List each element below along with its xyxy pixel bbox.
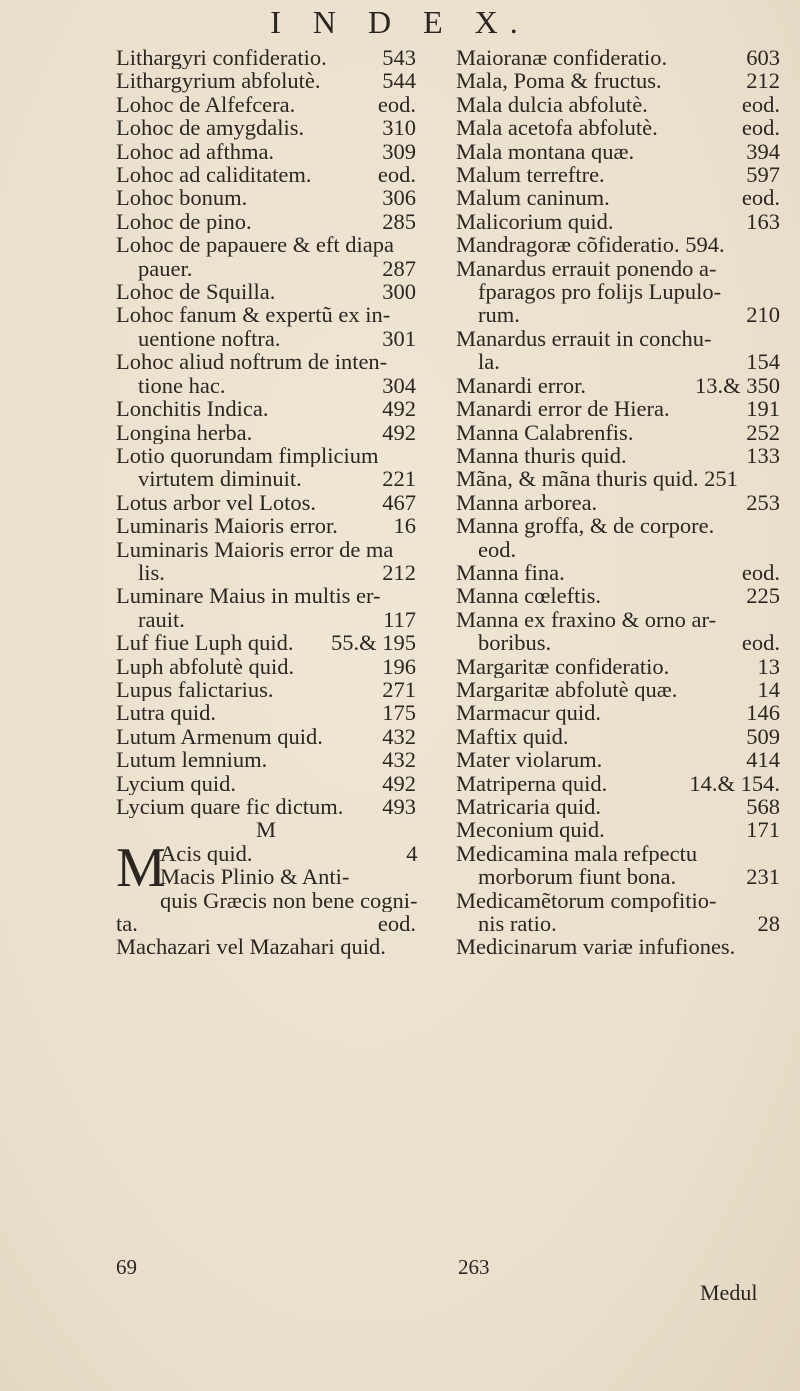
index-entry [116,69,416,92]
index-entry [456,374,780,397]
index-entry [116,210,416,233]
entry-page-ref: 212 [382,559,416,585]
entry-page-ref: 117 [383,606,416,632]
entry-page-ref: eod. [377,911,416,937]
right-footer-number: 263 [458,1255,490,1279]
entry-page-ref: 253 [746,489,780,515]
entry-text: Marmacur quid. [456,701,601,725]
entry-page-ref: 4 [406,840,418,866]
entry-text: Lohoc ad caliditatem. [116,163,312,187]
index-entry-continuation [456,538,780,561]
entry-page-ref: 28 [757,911,780,937]
entry-page-ref: 210 [746,302,780,328]
entry-text: Lohoc ad afthma. [116,139,275,164]
entry-text: Manna Calabrenfis. [456,420,634,444]
entry-page-ref: 285 [382,208,416,234]
index-entry [456,210,780,233]
index-entry [456,257,780,280]
index-entry [116,421,416,444]
entry-text: Luminare Maius in multis er- [116,584,381,608]
entry-text: Medicamẽtorum compofitio- [456,888,717,913]
entry-text: Medicamina mala refpectu [456,841,698,866]
entry-text: Margaritæ confideratio. [456,654,670,678]
entry-page-ref: 603 [746,45,780,70]
entry-page-ref: eod. [741,115,780,141]
entry-page-ref: 163 [746,208,780,234]
entry-page-ref: 492 [382,419,416,445]
entry-text: pauer. [138,255,193,281]
entry-text: Longina herba. [116,420,253,444]
entry-page-ref: 306 [382,185,416,211]
index-entry [456,444,780,467]
entry-page-ref: 414 [746,747,780,773]
entry-text: Medicinarum variæ infufiones. [456,935,736,959]
index-entry [116,397,416,420]
index-entry-continuation [116,327,416,350]
entry-text: Manna thuris quid. [456,443,627,468]
index-entry-continuation [456,865,780,888]
entry-text: Lutum lemnium. [116,748,268,772]
entry-page-ref: 14.& 154. [689,770,780,796]
index-entry-continuation [456,912,780,935]
entry-text: Machazari vel Mazahari quid. [116,935,386,959]
entry-page-ref: 432 [382,747,416,773]
entry-page-ref: 221 [382,466,416,492]
entry-text: Acis quid. [160,841,253,866]
entry-text: morborum fiunt bona. [478,864,677,890]
entry-page-ref: 467 [382,489,416,515]
entry-page-ref: 568 [746,794,780,819]
entry-text: Manna arborea. [456,490,598,515]
entry-text: Mala, Poma & fructus. [456,69,662,93]
index-entry [116,186,416,209]
index-entry-continuation [116,374,416,397]
index-entry [116,163,416,186]
index-entry [116,772,416,795]
index-entry-continuation [456,350,780,373]
entry-text: Mater violarum. [456,748,603,772]
left-column [116,46,416,959]
entry-page-ref: eod. [741,185,780,211]
entry-page-ref: 133 [746,442,780,468]
index-entry [116,795,416,818]
entry-page-ref: 301 [382,325,416,351]
index-entry [116,935,416,958]
index-entry-continuation [456,280,780,303]
entry-text: Margaritæ abfolutè quæ. [456,677,678,702]
index-entry [116,655,416,678]
index-entry [116,280,416,303]
index-entry [456,421,780,444]
entry-text: Luminaris Maioris error de ma [116,537,394,561]
index-entry [456,935,780,958]
entry-page-ref: eod. [377,91,416,117]
entry-page-ref: 252 [746,419,780,445]
index-entry [456,163,780,186]
entry-text: Manardi error de Hiera. [456,397,670,421]
entry-text: Mala dulcia abfolutè. [456,92,648,117]
index-entry [456,140,780,163]
index-entry [116,701,416,724]
index-entry [456,795,780,818]
index-entry-continuation [116,467,416,490]
entry-page-ref: 196 [382,653,416,679]
entry-text: Lohoc de amygdalis. [116,116,305,140]
entry-page-ref: 300 [382,279,416,305]
entry-text: Lutra quid. [116,701,216,725]
entry-page-ref: 271 [382,676,416,702]
index-entry [456,93,780,116]
entry-text: Lotus arbor vel Lotos. [116,490,316,515]
right-column [456,46,780,959]
dropcap-lines [160,842,417,912]
index-entry [116,631,416,654]
entry-text: Matricaria quid. [456,795,601,819]
index-entry [116,93,416,116]
entry-page-ref: 432 [382,723,416,749]
entry-page-ref: 171 [746,817,780,843]
entry-text: uentione noftra. [138,325,281,351]
index-entry [456,701,780,724]
index-entry [456,772,780,795]
entry-page-ref: eod. [377,162,416,188]
index-entry [456,46,780,69]
index-entry-continuation [116,257,416,280]
index-entry [456,116,780,139]
entry-page-ref: 304 [382,372,416,398]
entry-text: Lohoc aliud noftrum de inten- [116,350,388,374]
index-entry-continuation [456,631,780,654]
catchword: Medul [700,1280,758,1305]
index-entry [160,889,417,912]
index-entry [456,561,780,584]
index-entry [160,865,417,888]
index-entry [116,444,416,467]
entry-text: Mãna, & mãna thuris quid. 251 [456,467,738,491]
entry-page-ref: 493 [382,794,416,819]
entry-page-ref: 175 [382,700,416,726]
dropcap-letter: M [116,836,166,899]
index-entry [456,69,780,92]
entry-text: Lohoc bonum. [116,186,248,210]
entry-text: Malum caninum. [456,186,610,210]
entry-text: Matriperna quid. [456,771,608,795]
entry-text: Lonchitis Indica. [116,397,269,421]
entry-text: Mala montana quæ. [456,139,635,164]
entry-text: Lohoc fanum & expertũ ex in- [116,303,391,327]
index-entry [456,327,780,350]
index-entry [456,842,780,865]
entry-text: Maioranæ confideratio. [456,46,668,70]
entry-text: la. [478,349,500,375]
entry-text: virtutem diminuit. [138,466,302,492]
entry-text: quis Græcis non bene cogni- [160,888,418,913]
entry-text: Manardus errauit ponendo a- [456,256,717,281]
index-entry [116,303,416,326]
index-entry [456,748,780,771]
index-entry [456,889,780,912]
entry-text: Lithargyrium abfolutè. [116,69,321,93]
entry-text: Manna fina. [456,560,565,585]
index-entry [456,655,780,678]
index-entry [456,491,780,514]
entry-page-ref: 394 [746,138,780,164]
entry-text: Malum terreftre. [456,163,605,187]
index-entry [116,46,416,69]
index-entry [456,514,780,537]
entry-page-ref: 14 [757,676,780,702]
entry-text: eod. [478,536,517,562]
entry-text: Lithargyri confideratio. [116,46,327,70]
entry-page-ref: 13 [757,653,780,679]
entry-text: Manardi error. [456,373,586,398]
entry-text: nis ratio. [478,911,557,937]
index-entry-continuation [116,561,416,584]
index-entry [456,467,780,490]
index-entry [456,818,780,841]
entry-text: Lycium quid. [116,771,236,795]
entry-text: rauit. [138,606,185,632]
entry-page-ref: eod. [741,559,780,585]
entry-page-ref: 13.& 350 [694,372,780,398]
entry-page-ref: 225 [746,583,780,609]
dropcap-block [116,836,418,913]
signature-mark: 69 [116,1255,137,1279]
entry-page-ref: 309 [382,138,416,164]
entry-page-ref: 146 [746,700,780,726]
entry-text: Lohoc de papauere & eft diapa [116,233,394,257]
entry-page-ref: 231 [746,864,780,890]
entry-page-ref: 287 [382,255,416,281]
entry-text: Lutum Armenum quid. [116,724,323,749]
entry-page-ref: 310 [382,115,416,141]
entry-text: fparagos pro folijs Lupulo- [478,279,722,305]
entry-text: boribus. [478,630,552,656]
index-entry [116,514,416,537]
entry-text: lis. [138,559,165,585]
entry-text: Maftix quid. [456,724,569,749]
entry-text: Manna groffa, & de corpore. [456,514,715,538]
entry-text: Mala acetofa abfolutè. [456,116,658,140]
index-entry [456,725,780,748]
entry-text: Lohoc de pino. [116,209,252,234]
entry-page-ref: 212 [746,68,780,94]
entry-text: Lohoc de Squilla. [116,280,276,304]
entry-text: Manardus errauit in conchu- [456,326,712,351]
index-entry [456,397,780,420]
index-header: I N D E X. [270,4,530,40]
entry-text: ta. [116,912,138,936]
entry-page-ref: 509 [746,723,780,749]
entry-page-ref: eod. [741,630,780,656]
index-entry [116,350,416,373]
index-entry [116,678,416,701]
index-entry [456,584,780,607]
index-entry [456,678,780,701]
index-entry [456,608,780,631]
entry-text: Manna cœleftis. [456,584,601,608]
entry-page-ref: 154 [746,349,780,375]
entry-text: Luminaris Maioris error. [116,514,338,538]
entry-page-ref: 191 [746,396,780,422]
entry-text: Manna ex fraxino & orno ar- [456,607,717,632]
entry-page-ref: 55.& 195 [330,630,416,656]
index-entry [116,912,416,935]
index-entry [116,725,416,748]
entry-page-ref: 492 [382,770,416,796]
entry-page-ref: 16 [393,513,416,539]
index-entry [116,748,416,771]
entry-text: Mandragoræ cõfideratio. 594. [456,233,725,257]
index-entry-continuation [456,303,780,326]
index-entry [116,538,416,561]
entry-text: Lupus falictarius. [116,677,274,702]
index-entry [116,140,416,163]
index-entry [456,233,780,256]
entry-page-ref: eod. [741,91,780,117]
entry-text: Macis Plinio & Anti- [160,865,350,889]
entry-text: Luf fiue Luph quid. [116,631,294,655]
entry-text: tione hac. [138,372,226,398]
entry-text: Luph abfolutè quid. [116,654,295,678]
entry-page-ref: 597 [746,162,780,188]
entry-text: Lohoc de Alfefcera. [116,92,296,117]
entry-text: Meconium quid. [456,818,605,842]
entry-text: Lycium quare fic dictum. [116,795,344,819]
index-entry-continuation [116,608,416,631]
entry-text: Lotio quorundam fimplicium [116,443,379,468]
entry-page-ref: 544 [382,68,416,94]
entry-text: Malicorium quid. [456,209,614,234]
index-entry [116,491,416,514]
entry-page-ref: 492 [382,396,416,422]
index-entry [160,842,417,865]
index-entry [456,186,780,209]
entry-text: rum. [478,302,520,328]
index-entry [116,116,416,139]
index-entry [116,233,416,256]
entry-page-ref: 543 [382,45,416,70]
index-entry [116,584,416,607]
section-letter: M [255,817,276,843]
